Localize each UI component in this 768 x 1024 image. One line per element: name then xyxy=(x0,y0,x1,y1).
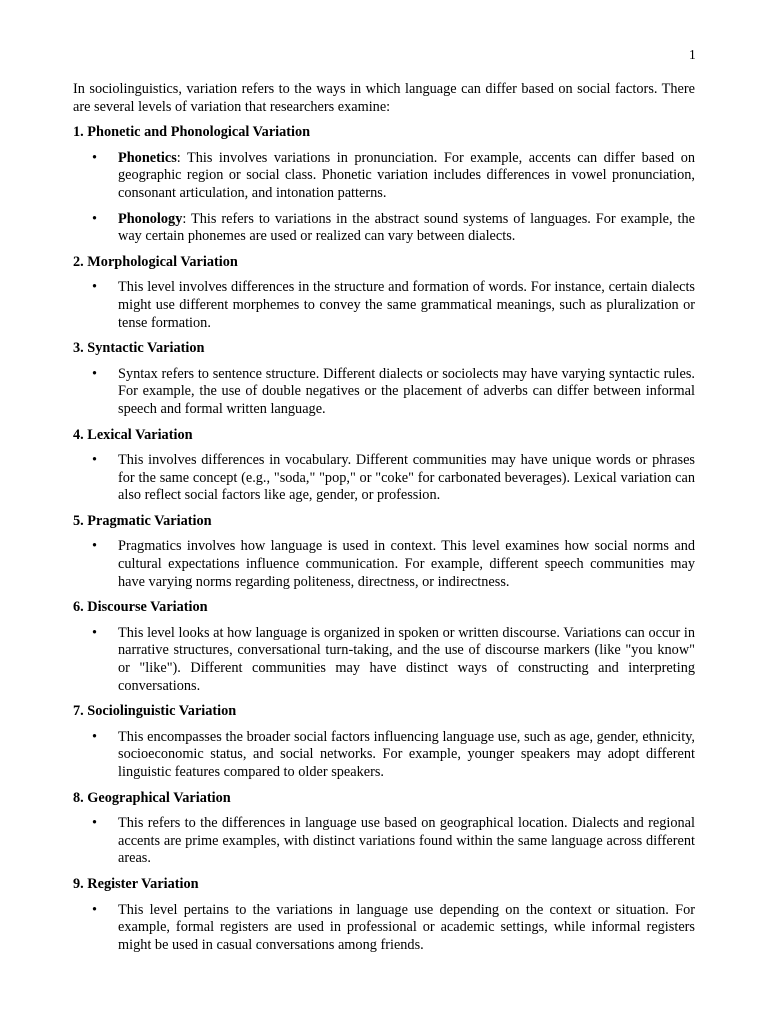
list-item: • This refers to the differences in language use based on geographical location. Dialects and regional accents are prime examples, with distinct variations found within the same language across different areas. xyxy=(73,815,695,868)
section-1 xyxy=(73,124,695,246)
page-number: 1 xyxy=(689,47,696,62)
section-6 xyxy=(73,599,695,695)
intro-paragraph: In sociolinguistics, variation refers to the ways in which language can differ based on social factors. There are several levels of variation that researchers examine: xyxy=(73,81,695,115)
list-item: • Syntax refers to sentence structure. Different dialects or sociolects may have varying syntactic rules. For example, the use of double negatives or the placement of adverbs can differ between informal speech and formal written language. xyxy=(73,366,695,419)
bullet-list xyxy=(73,729,695,782)
section-5 xyxy=(73,513,695,591)
section-2 xyxy=(73,254,695,332)
section-9 xyxy=(73,876,695,954)
document-body xyxy=(73,81,695,962)
item-text: : This refers to variations in the abstract sound systems of languages. For example, the way certain phonemes are used or realized can vary between dialects. xyxy=(118,210,695,245)
bullet-list xyxy=(73,279,695,332)
list-item: • This level involves differences in the structure and formation of words. For instance, certain dialects might use different morphemes to convey the same grammatical meanings, such as pluralization or tense formation. xyxy=(73,279,695,332)
bullet-list xyxy=(73,815,695,868)
item-text: : This involves variations in pronunciation. For example, accents can differ based on geographic region or social class. Phonetic variation includes differences in vowel pronunciation, consonant articulation, and intonation patterns. xyxy=(118,149,695,201)
section-heading: 7. Sociolinguistic Variation xyxy=(73,703,237,720)
bullet-list xyxy=(73,366,695,419)
list-item xyxy=(73,150,695,203)
section-heading: 5. Pragmatic Variation xyxy=(73,512,212,529)
section-7 xyxy=(73,703,695,781)
section-heading: 4. Lexical Variation xyxy=(73,426,193,443)
section-4 xyxy=(73,427,695,505)
term-label: Phonetics xyxy=(118,149,177,166)
bullet-list xyxy=(73,150,695,246)
section-heading: 3. Syntactic Variation xyxy=(73,340,205,357)
bullet-list xyxy=(73,538,695,591)
list-item: • This level looks at how language is organized in spoken or written discourse. Variations can occur in narrative structures, conversational turn-taking, and the use of discourse markers (like "you know" or "like"). Different communities may have distinct ways of constructing and interpreting conversations. xyxy=(73,625,695,695)
section-heading: 2. Morphological Variation xyxy=(73,253,238,270)
section-heading: 1. Phonetic and Phonological Variation xyxy=(73,124,311,141)
bullet-list xyxy=(73,452,695,505)
section-8 xyxy=(73,790,695,868)
bullet-list xyxy=(73,625,695,695)
section-heading: 9. Register Variation xyxy=(73,875,199,892)
section-heading: 6. Discourse Variation xyxy=(73,599,208,616)
list-item: • Pragmatics involves how language is used in context. This level examines how social norms and cultural expectations influence communication. For example, different speech communities may have varying norms regarding politeness, directness, or indirectness. xyxy=(73,538,695,591)
list-item: • This encompasses the broader social factors influencing language use, such as age, gender, ethnicity, socioeconomic status, and social networks. For example, younger speakers may adopt different linguistic features compared to older speakers. xyxy=(73,729,695,782)
list-item xyxy=(73,211,695,246)
bullet-list xyxy=(73,902,695,955)
section-3 xyxy=(73,340,695,418)
list-item: • This involves differences in vocabulary. Different communities may have unique words or phrases for the same concept (e.g., "soda," "pop," or "coke" for carbonated beverages). Lexical variation can also reflect social factors like age, gender, or profession. xyxy=(73,452,695,505)
section-heading: 8. Geographical Variation xyxy=(73,789,231,806)
list-item: • This level pertains to the variations in language use depending on the context or situation. For example, formal registers are used in professional or academic settings, while informal registers might be used in casual conversations among friends. xyxy=(73,902,695,955)
term-label: Phonology xyxy=(118,210,183,227)
